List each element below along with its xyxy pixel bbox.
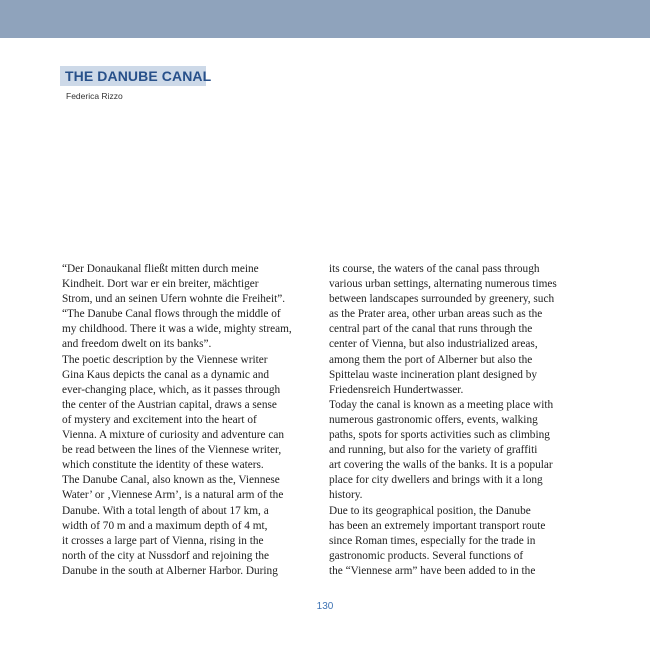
text-line: Friedensreich Hundertwasser. bbox=[329, 383, 464, 396]
text-line: ever-changing place, which, as it passes through bbox=[62, 383, 281, 396]
text-line: Water’ or ‚Viennese Arm’, is a natural arm of the bbox=[62, 489, 284, 502]
text-line: Gina Kaus depicts the canal as a dynamic and bbox=[62, 368, 270, 381]
text-line: its course, the waters of the canal pass through bbox=[329, 263, 540, 275]
text-line: central part of the canal that runs through the bbox=[329, 323, 533, 336]
text-line: Strom, und an seinen Ufern wohnte die Freiheit”. bbox=[62, 293, 286, 306]
text-line: as the Prater area, other urban areas such as the bbox=[329, 308, 543, 321]
text-line: of mystery and excitement into the heart of bbox=[62, 413, 257, 426]
text-line: “The Danube Canal flows through the middle of bbox=[62, 308, 281, 321]
author-name: Federica Rizzo bbox=[66, 91, 123, 101]
text-line: and freedom dwelt on its banks”. bbox=[62, 338, 212, 351]
text-line: it crosses a large part of Vienna, rising in the bbox=[62, 534, 264, 547]
text-line: paths, spots for sports activities such as climbing bbox=[329, 429, 550, 442]
text-line: among them the port of Alberner but also the bbox=[329, 353, 533, 366]
text-line: Danube in the south at Alberner Harbor. During bbox=[62, 564, 278, 577]
text-line: Kindheit. Dort war er ein breiter, mächtiger bbox=[62, 278, 259, 291]
text-line: place for city dwellers and brings with it a long bbox=[329, 474, 543, 487]
text-line: Due to its geographical position, the Danube bbox=[329, 504, 531, 517]
text-line: my childhood. There it was a wide, mighty stream, bbox=[62, 323, 292, 336]
text-line: history. bbox=[329, 489, 363, 502]
text-line: Vienna. A mixture of curiosity and adventure can bbox=[62, 429, 285, 442]
text-line: art covering the walls of the banks. It is a popular bbox=[329, 459, 553, 472]
text-line: since Roman times, especially for the trade in bbox=[329, 534, 536, 547]
text-line: north of the city at Nussdorf and rejoining the bbox=[62, 549, 270, 562]
text-line: Spittelau waste incineration plant designed by bbox=[329, 368, 537, 381]
text-line: numerous gastronomic offers, events, walking bbox=[329, 413, 538, 426]
text-column-left bbox=[62, 262, 322, 579]
text-line: and running, but also for the variety of graffiti bbox=[329, 444, 538, 457]
header-band bbox=[0, 0, 650, 38]
page-number: 130 bbox=[316, 601, 334, 612]
text-line: “Der Donaukanal fließt mitten durch meine bbox=[62, 263, 259, 275]
text-line: width of 70 m and a maximum depth of 4 mt, bbox=[62, 519, 268, 532]
text-line: the center of the Austrian capital, draws a sense bbox=[62, 398, 277, 411]
text-line: center of Vienna, but also industrialized areas, bbox=[329, 338, 538, 351]
text-line: The poetic description by the Viennese writer bbox=[62, 353, 268, 366]
text-line: has been an extremely important transport route bbox=[329, 519, 546, 532]
text-line: between landscapes surrounded by greenery, such bbox=[329, 293, 555, 306]
text-line: Today the canal is known as a meeting place with bbox=[329, 398, 554, 411]
text-line: which constitute the identity of these waters. bbox=[62, 459, 264, 472]
article-title: THE DANUBE CANAL bbox=[65, 68, 212, 84]
text-line: The Danube Canal, also known as the, Viennese bbox=[62, 474, 280, 487]
text-line: various urban settings, alternating numerous times bbox=[329, 278, 557, 291]
text-line: gastronomic products. Several functions of bbox=[329, 549, 524, 562]
text-line: Danube. With a total length of about 17 km, a bbox=[62, 504, 269, 517]
text-line: the “Viennese arm” have been added to in the bbox=[329, 564, 536, 577]
text-column-right bbox=[329, 262, 589, 579]
text-line: be read between the lines of the Viennese writer, bbox=[62, 444, 282, 457]
